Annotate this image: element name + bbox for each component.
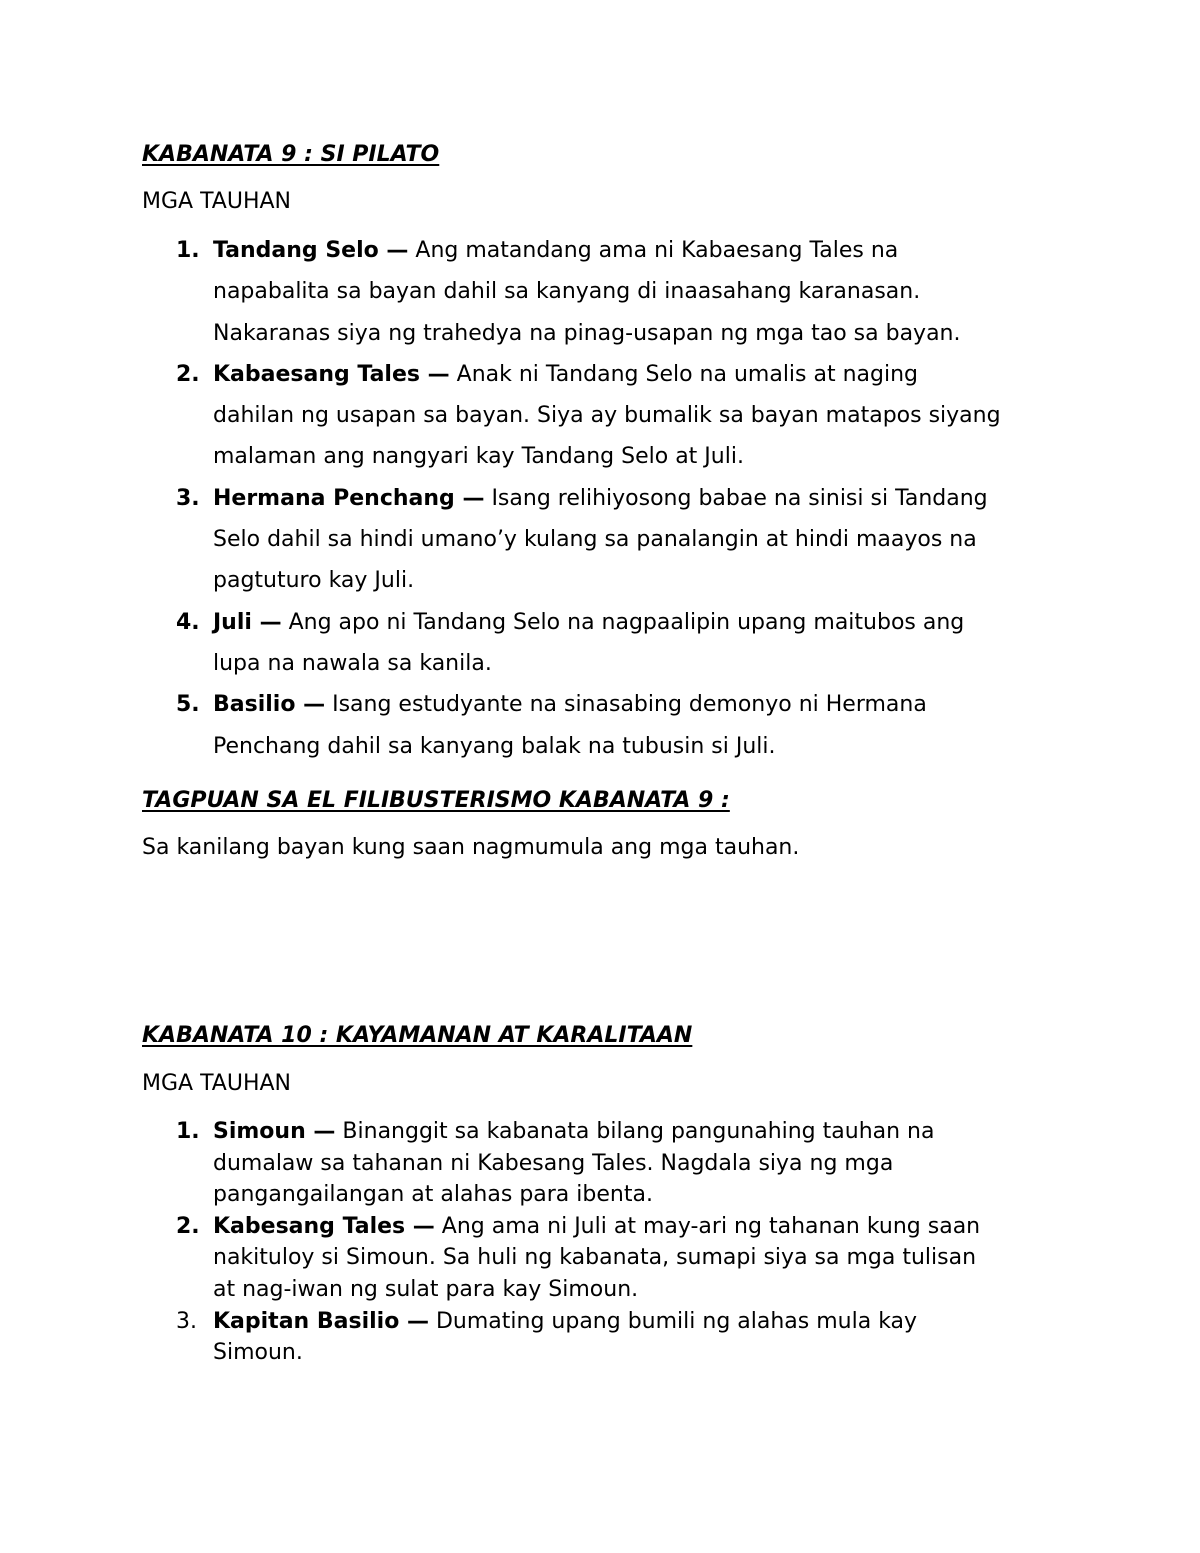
- list-line: [213, 1306, 1072, 1338]
- character-name: Tandang Selo —: [213, 238, 409, 263]
- character-description: Simoun.: [213, 1340, 303, 1366]
- character-description: Nakaranas siya ng trahedya na pinag-usapan ng mga tao sa bayan.: [213, 320, 961, 346]
- character-name: Hermana Penchang —: [213, 485, 485, 511]
- list-number: 1.: [176, 1119, 200, 1144]
- character-description: Penchang dahil sa kanyang balak na tubusin si Juli.: [213, 733, 776, 759]
- list-number: 3.: [176, 1308, 197, 1334]
- character-description: Ang matandang ama ni Kabaesang Tales na: [408, 238, 899, 263]
- list-number: 5.: [176, 692, 200, 718]
- character-description: Binanggit sa kabanata bilang pangunahing tauhan na: [335, 1119, 935, 1144]
- chapter-9-setting-heading: TAGPUAN SA EL FILIBUSTERISMO KABANATA 9 :: [142, 788, 730, 813]
- list-item: [142, 354, 1072, 478]
- chapter-9-setting-text: Sa kanilang bayan kung saan nagmumula ang mga tauhan.: [142, 835, 800, 860]
- character-description: Isang estudyante na sinasabing demonyo ni Hermana: [325, 692, 927, 718]
- character-description: Ang apo ni Tandang Selo na nagpaalipin upang maitubos ang: [281, 609, 965, 635]
- character-description: napabalita sa bayan dahil sa kanyang di inaasahang karanasan.: [213, 279, 921, 305]
- character-description: nakituloy si Simoun. Sa huli ng kabanata, sumapi siya sa mga tulisan: [213, 1245, 977, 1271]
- character-description: at nag-iwan ng sulat para kay Simoun.: [213, 1276, 639, 1302]
- list-line: [213, 478, 1072, 519]
- list-line: [213, 354, 1072, 395]
- list-item: [142, 1116, 1072, 1211]
- character-name: Juli —: [213, 609, 282, 635]
- character-description: pagtuturo kay Juli.: [213, 568, 415, 594]
- list-item: [142, 478, 1072, 602]
- character-description: Ang ama ni Juli at may-ari ng tahanan kung saan: [434, 1213, 981, 1239]
- list-number: 3.: [176, 485, 200, 511]
- list-line: [213, 684, 1072, 725]
- character-description: dumalaw sa tahanan ni Kabesang Tales. Nagdala siya ng mga: [213, 1150, 894, 1176]
- chapter-9-characters-heading: MGA TAUHAN: [142, 189, 292, 214]
- character-description: pangangailangan at alahas para ibenta.: [213, 1182, 653, 1208]
- chapter-10-title: KABANATA 10 : KAYAMANAN AT KARALITAAN: [142, 1023, 693, 1048]
- character-description: Dumating upang bumili ng alahas mula kay: [428, 1308, 918, 1334]
- character-name: Basilio —: [213, 692, 326, 718]
- chapter-9-title: KABANATA 9 : SI PILATO: [142, 142, 440, 167]
- list-line: [213, 1211, 1072, 1243]
- list-line: [213, 1116, 1072, 1148]
- character-description: Anak ni Tandang Selo na umalis at naging: [449, 361, 919, 387]
- character-description: lupa na nawala sa kanila.: [213, 650, 492, 676]
- character-name: Kabesang Tales —: [213, 1213, 435, 1239]
- list-item: [142, 230, 1072, 354]
- list-item: [142, 602, 1072, 685]
- chapter-10-characters-heading: MGA TAUHAN: [142, 1071, 292, 1096]
- list-item: [142, 1306, 1072, 1369]
- chapter-10-character-list: [142, 1116, 1072, 1369]
- character-description: malaman ang nangyari kay Tandang Selo at Juli.: [213, 444, 744, 470]
- list-number: 1.: [176, 238, 200, 263]
- character-name: Simoun —: [213, 1119, 336, 1144]
- list-number: 4.: [176, 609, 200, 635]
- chapter-9-character-list: [142, 230, 1072, 767]
- character-name: Kapitan Basilio —: [213, 1308, 429, 1334]
- list-item: [142, 1211, 1072, 1306]
- character-description: dahilan ng usapan sa bayan. Siya ay bumalik sa bayan matapos siyang: [213, 403, 1001, 429]
- list-item: [142, 684, 1072, 767]
- character-description: Selo dahil sa hindi umano’y kulang sa panalangin at hindi maayos na: [213, 527, 977, 553]
- list-line: [213, 230, 1072, 271]
- list-number: 2.: [176, 1213, 200, 1239]
- list-line: [213, 602, 1072, 643]
- character-description: Isang relihiyosong babae na sinisi si Tandang: [484, 485, 988, 511]
- list-number: 2.: [176, 361, 200, 387]
- character-name: Kabaesang Tales —: [213, 361, 450, 387]
